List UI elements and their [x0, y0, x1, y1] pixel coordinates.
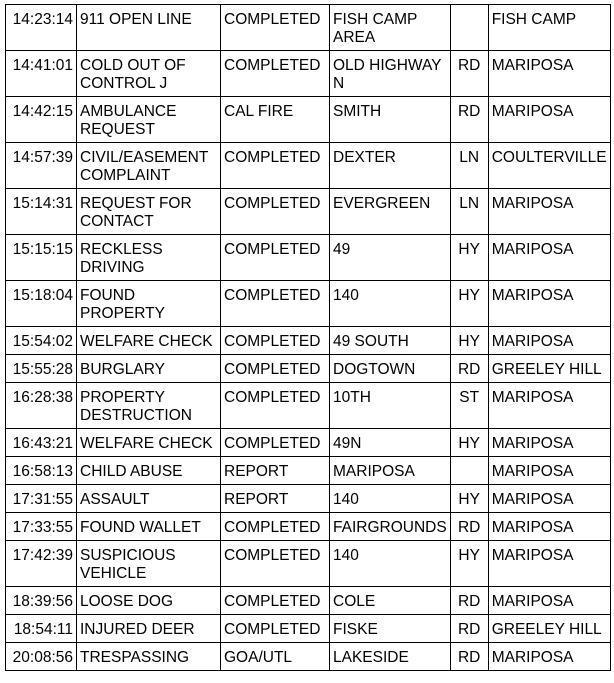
table-row [6, 513, 611, 541]
call-street: 10TH [330, 383, 451, 429]
call-type: BURGLARY [77, 355, 221, 383]
call-time: 14:41:01 [6, 51, 77, 97]
call-status: COMPLETED [221, 327, 330, 355]
call-city: MARIPOSA [488, 189, 610, 235]
call-street-suffix: HY [450, 485, 488, 513]
call-type: REQUEST FOR CONTACT [77, 189, 221, 235]
call-time: 17:33:55 [6, 513, 77, 541]
call-street: OLD HIGHWAY N [330, 51, 451, 97]
call-city: MARIPOSA [488, 51, 610, 97]
table-row [6, 485, 611, 513]
call-city: MARIPOSA [488, 383, 610, 429]
call-time: 17:42:39 [6, 541, 77, 587]
call-street-suffix: LN [450, 143, 488, 189]
call-type: RECKLESS DRIVING [77, 235, 221, 281]
call-street-suffix: RD [450, 51, 488, 97]
call-status: GOA/UTL [221, 643, 330, 671]
call-street: SMITH [330, 97, 451, 143]
call-street-suffix: HY [450, 235, 488, 281]
call-status: COMPLETED [221, 235, 330, 281]
call-city: MARIPOSA [488, 235, 610, 281]
call-city: MARIPOSA [488, 541, 610, 587]
call-status: COMPLETED [221, 143, 330, 189]
table-row [6, 327, 611, 355]
call-type: CHILD ABUSE [77, 457, 221, 485]
call-type: FOUND WALLET [77, 513, 221, 541]
call-time: 14:42:15 [6, 97, 77, 143]
call-city: GREELEY HILL [488, 355, 610, 383]
call-street: FISKE [330, 615, 451, 643]
call-city: MARIPOSA [488, 485, 610, 513]
call-time: 15:54:02 [6, 327, 77, 355]
call-time: 15:55:28 [6, 355, 77, 383]
call-city: MARIPOSA [488, 643, 610, 671]
call-street-suffix: HY [450, 541, 488, 587]
call-time: 14:23:14 [6, 5, 77, 51]
table-row [6, 281, 611, 327]
call-street: LAKESIDE [330, 643, 451, 671]
call-status: COMPLETED [221, 51, 330, 97]
table-row [6, 189, 611, 235]
call-time: 16:58:13 [6, 457, 77, 485]
call-type: FOUND PROPERTY [77, 281, 221, 327]
call-type: SUSPICIOUS VEHICLE [77, 541, 221, 587]
call-type: COLD OUT OF CONTROL J [77, 51, 221, 97]
table-row [6, 355, 611, 383]
call-time: 15:18:04 [6, 281, 77, 327]
table-row [6, 97, 611, 143]
call-street-suffix: LN [450, 189, 488, 235]
call-log-body [6, 5, 611, 671]
call-city: MARIPOSA [488, 457, 610, 485]
call-street-suffix: HY [450, 327, 488, 355]
call-street-suffix: RD [450, 513, 488, 541]
call-time: 15:15:15 [6, 235, 77, 281]
call-status: COMPLETED [221, 5, 330, 51]
table-row [6, 235, 611, 281]
call-street: 140 [330, 281, 451, 327]
call-street: 49 [330, 235, 451, 281]
call-street: 140 [330, 485, 451, 513]
table-row [6, 457, 611, 485]
call-status: COMPLETED [221, 587, 330, 615]
call-log-table [5, 4, 611, 671]
call-type: LOOSE DOG [77, 587, 221, 615]
table-row [6, 51, 611, 97]
call-type: CIVIL/EASEMENT COMPLAINT [77, 143, 221, 189]
table-row [6, 615, 611, 643]
call-street: MARIPOSA [330, 457, 451, 485]
call-street-suffix: RD [450, 615, 488, 643]
call-status: COMPLETED [221, 355, 330, 383]
call-status: REPORT [221, 457, 330, 485]
call-status: CAL FIRE [221, 97, 330, 143]
call-time: 15:14:31 [6, 189, 77, 235]
call-street: DEXTER [330, 143, 451, 189]
call-time: 14:57:39 [6, 143, 77, 189]
call-city: FISH CAMP [488, 5, 610, 51]
call-time: 17:31:55 [6, 485, 77, 513]
call-type: ASSAULT [77, 485, 221, 513]
call-status: REPORT [221, 485, 330, 513]
call-street-suffix [450, 457, 488, 485]
call-city: MARIPOSA [488, 281, 610, 327]
table-row [6, 643, 611, 671]
call-street: 49 SOUTH [330, 327, 451, 355]
call-street-suffix: ST [450, 383, 488, 429]
call-street-suffix [450, 5, 488, 51]
call-street-suffix: RD [450, 587, 488, 615]
table-row [6, 143, 611, 189]
call-street-suffix: RD [450, 97, 488, 143]
call-time: 20:08:56 [6, 643, 77, 671]
call-city: MARIPOSA [488, 327, 610, 355]
call-time: 16:43:21 [6, 429, 77, 457]
call-city: MARIPOSA [488, 429, 610, 457]
call-time: 18:54:11 [6, 615, 77, 643]
call-status: COMPLETED [221, 383, 330, 429]
call-street: DOGTOWN [330, 355, 451, 383]
call-time: 18:39:56 [6, 587, 77, 615]
call-city: MARIPOSA [488, 513, 610, 541]
table-row [6, 383, 611, 429]
call-status: COMPLETED [221, 189, 330, 235]
call-type: 911 OPEN LINE [77, 5, 221, 51]
call-status: COMPLETED [221, 281, 330, 327]
call-street-suffix: RD [450, 643, 488, 671]
call-type: AMBULANCE REQUEST [77, 97, 221, 143]
call-type: WELFARE CHECK [77, 327, 221, 355]
call-time: 16:28:38 [6, 383, 77, 429]
table-row [6, 541, 611, 587]
call-street: FISH CAMP AREA [330, 5, 451, 51]
call-city: GREELEY HILL [488, 615, 610, 643]
call-type: WELFARE CHECK [77, 429, 221, 457]
call-street: COLE [330, 587, 451, 615]
table-row [6, 5, 611, 51]
table-row [6, 429, 611, 457]
call-street: 49N [330, 429, 451, 457]
call-street: 140 [330, 541, 451, 587]
table-row [6, 587, 611, 615]
call-type: INJURED DEER [77, 615, 221, 643]
call-type: PROPERTY DESTRUCTION [77, 383, 221, 429]
call-city: MARIPOSA [488, 587, 610, 615]
call-street: EVERGREEN [330, 189, 451, 235]
call-street-suffix: RD [450, 355, 488, 383]
call-street: FAIRGROUNDS [330, 513, 451, 541]
call-city: MARIPOSA [488, 97, 610, 143]
call-street-suffix: HY [450, 429, 488, 457]
call-street-suffix: HY [450, 281, 488, 327]
call-status: COMPLETED [221, 513, 330, 541]
call-type: TRESPASSING [77, 643, 221, 671]
call-status: COMPLETED [221, 615, 330, 643]
call-status: COMPLETED [221, 541, 330, 587]
call-city: COULTERVILLE [488, 143, 610, 189]
call-status: COMPLETED [221, 429, 330, 457]
